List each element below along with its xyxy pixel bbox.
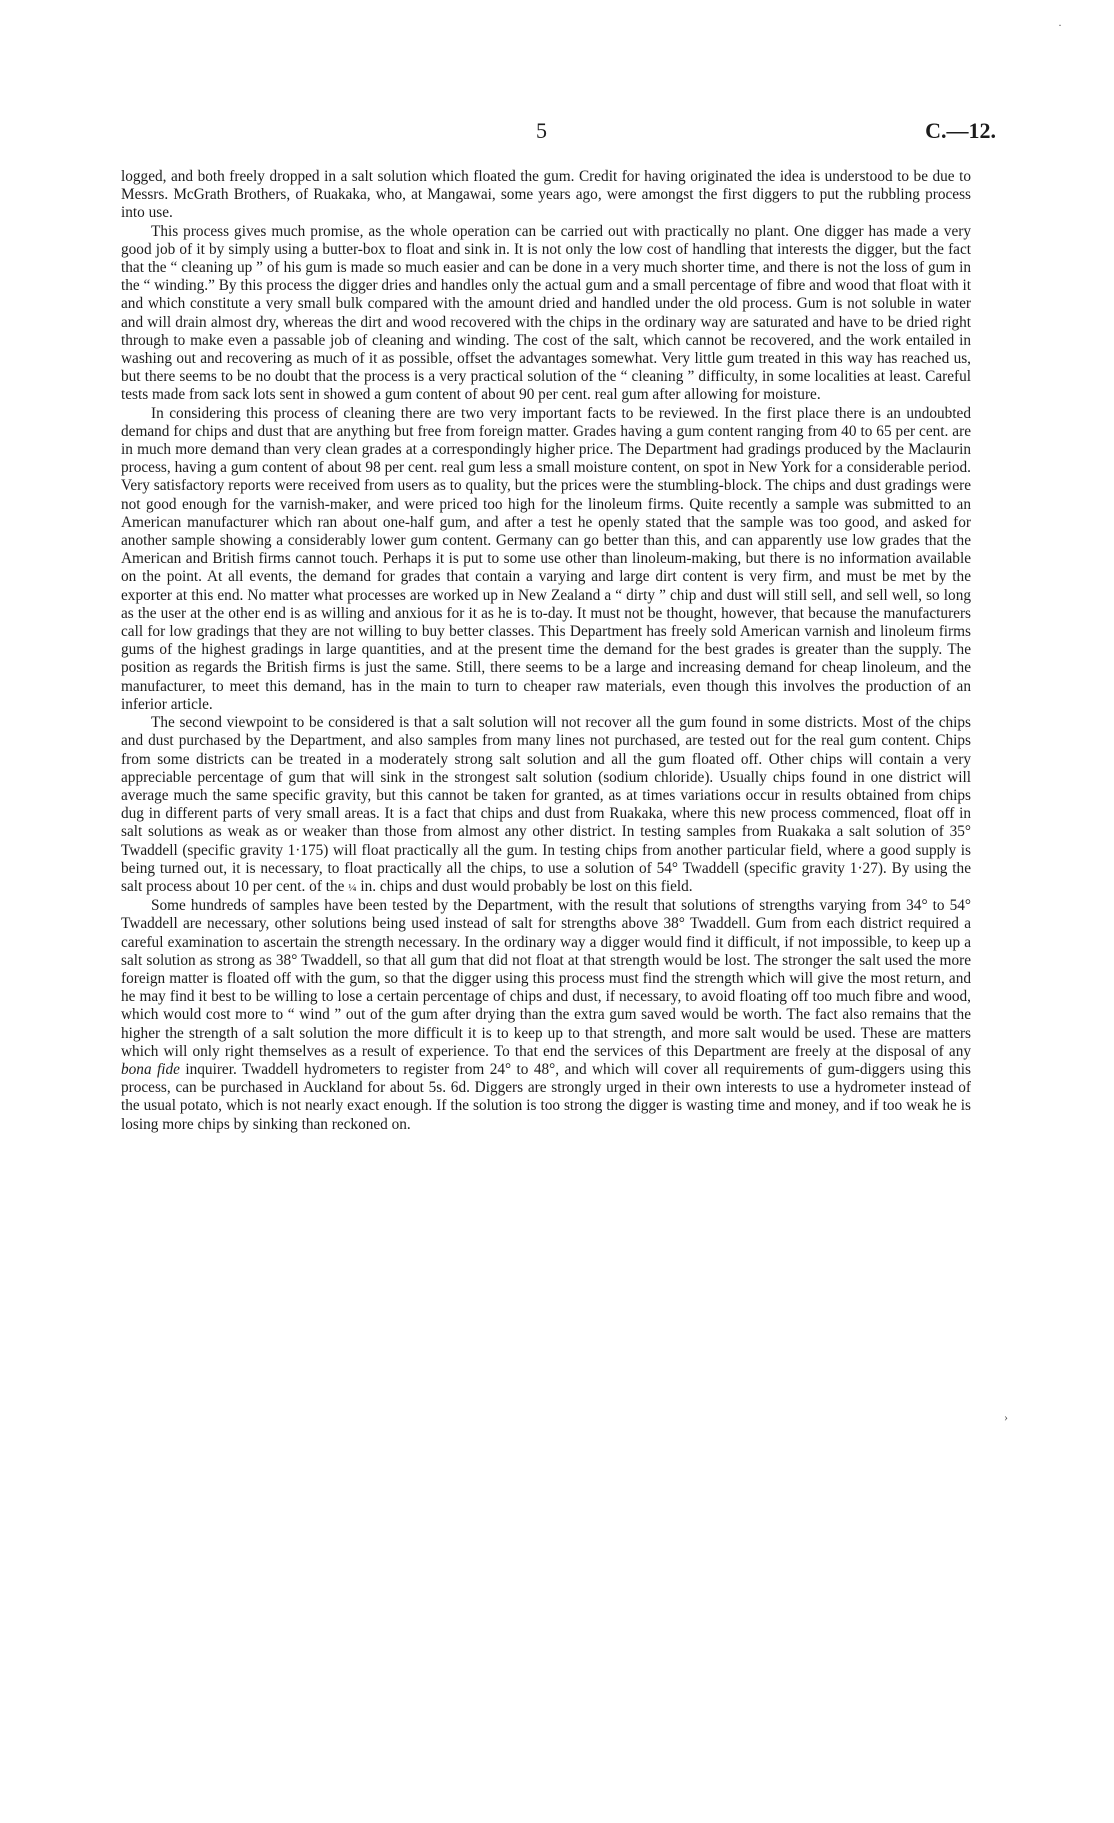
paragraph-cleaning-facts: In considering this process of cleaning there are two very important facts to be reviewed. In the first place there is an undoubted demand for chips and dust that are anything but free from foreign matter. Grades having a gum content ranging from 40 to 65 per cent. are in much more demand than very clean grades at a correspondingly higher price. The Department had gradings produced by the Maclaurin process, having a gum content of about 98 per cent. real gum less a small moisture content, on spot in New York for a considerable period. Very satisfactory reports were received from users as to quality, but the prices were the stumbling-block. The chips and dust gradings were not good enough for the varnish-maker, and were priced too high for the linoleum firms. Quite recently a sample was submitted to an American manufacturer which ran about one-half gum, and after a test he openly stated that the sample was too good, and asked for another sample showing a considerably lower gum content. Germany can go better than this, and can apparently use low grades that the American and British firms cannot touch. Perhaps it is put to some use other than linoleum-making, but there is no information available on the point. At all events, the demand for grades that contain a varying and large dirt content is very firm, and must be met by the exporter at this end. No matter what processes are worked up in New Zealand a “ dirty ” chip and dust will still sell, and sell well, so long as the user at the other end is as willing and anxious for it as he is to-day. It must not be thought, however, that because the manufacturers call for low gradings that they are not willing to buy better classes. This Department has freely sold American varnish and linoleum firms gums of the highest gradings in large quantities, and at the present time the demand for the best grades is greater than the supply. The position as regards the British firms is just the same. Still, there seems to be a large and increasing demand for cheap linoleum, and the manufacturer, to meet this demand, has in the main to turn to cheaper raw materials, even though this involves the production of an inferior article.	[121, 404, 971, 713]
fraction-quarter: ¼	[348, 881, 357, 894]
document-reference: C.—12.	[925, 118, 996, 143]
paragraph-samples-tested	[121, 897, 971, 1134]
paragraph-continuation: logged, and both freely dropped in a salt solution which floated the gum. Credit for having originated the idea is understood to be due to Messrs. McGrath Brothers, of Ruakaka, who, at Mangawai, some years ago, were amongst the first diggers to put the rubbling process into use.	[121, 168, 971, 222]
paragraph-process-promise: This process gives much promise, as the whole operation can be carried out with practically no plant. One digger has made a very good job of it by simply using a butter-box to float and sink in. It is not only the low cost of handling that interests the digger, but the fact that the “ cleaning up ” of his gum is made so much easier and can be done in a very much shorter time, and there is not the loss of gum in the “ winding.” By this process the digger dries and handles only the actual gum and a small percentage of fibre and wood that float with it and which constitute a very small bulk compared with the amount dried and handled under the old process. Gum is not soluble in water and will drain almost dry, whereas the dirt and wood recovered with the chips in the ordinary way are saturated and have to be dried right through to make even a passable job of cleaning and winding. The cost of the salt, which cannot be recovered, and the work entailed in washing out and recovering as much of it as possible, offset the advantages somewhat. Very little gum treated in this way has reached us, but there seems to be no doubt that the process is a very practical solution of the “ cleaning ” difficulty, in some localities at least. Careful tests made from sack lots sent in showed a gum content of about 90 per cent. real gum after allowing for moisture.	[121, 222, 972, 404]
page-number: 5	[536, 118, 547, 143]
paragraph-text-part: The second viewpoint to be considered is that a salt solution will not recover all the gum found in some districts. Most of the chips and dust purchased by the Department, and also samples from many lines not purchased, are tested out for the real gum content. Chips from some districts can be treated in a moderately strong salt solution and all the gum floated off. Other chips will contain a very appreciable percentage of gum that will sink in the strongest salt solution (sodium chloride). Usually chips found in one district will average much the same specific gravity, but this cannot be taken for granted, as at times variations occur in results obtained from chips dug in different parts of very small areas. It is a fact that chips and dust from Ruakaka, where this new process commenced, float off in salt solutions as weak as or weaker than those from almost any other district. In testing samples from Ruakaka a salt solution of 35° Twaddell (specific gravity 1·175) will float practically all the gum. In testing chips from another particular field, where a good supply is being turned out, it is necessary, to float practically all the chips, to use a solution of 54° Twaddell (specific gravity 1·27). By using the salt process about 10 per cent. of the	[121, 714, 971, 895]
paragraph-text-part: inquirer. Twaddell hydrometers to register from 24° to 48°, and which will cover all requirements of gum-diggers using this process, can be purchased in Auckland for about 5s. 6d. Diggers are strongly urged in their own interests to use a hydrometer instead of the usual potato, which is not nearly exact enough. If the solution is too strong the digger is wasting time and money, and if too weak he is losing more chips by sinking than reckoned on.	[121, 1060, 971, 1133]
page-mark-top: ·	[1058, 18, 1062, 32]
margin-mark: ›	[1004, 1410, 1008, 1424]
paragraph-text-part: Some hundreds of samples have been tested by the Department, with the result that solutions of strengths varying from 34° to 54° Twaddell are necessary, other solutions being used instead of salt for strengths above 38° Twaddell. Gum from each district required a careful examination to ascertain the strength necessary. In the ordinary way a digger would find it difficult, if not impossible, to keep up a salt solution as strong as 38° Twaddell, so that all gum that did not float at that strength would be lost. The stronger the salt used the more foreign matter is floated off with the gum, so that the digger using this process must find the strength which will give the most return, and he may find it best to be willing to lose a certain percentage of chips and dust, if necessary, to avoid floating off too much fibre and wood, which would cost more to “ wind ” out of the gum after drying than the extra gum saved would be worth. The fact also remains that the higher the strength of a salt solution the more difficult it is to keep up to that strength, and more salt would be used. These are matters which will only right themselves as a result of experience. To that end the services of this Department are freely at the disposal of any	[121, 897, 971, 1060]
body-text	[121, 168, 971, 1134]
page-header	[0, 118, 1114, 148]
italic-phrase: bona fide	[121, 1060, 180, 1078]
paragraph-second-viewpoint	[121, 714, 971, 897]
paragraph-text-part: in. chips and dust would probably be lost on this field.	[356, 877, 693, 895]
